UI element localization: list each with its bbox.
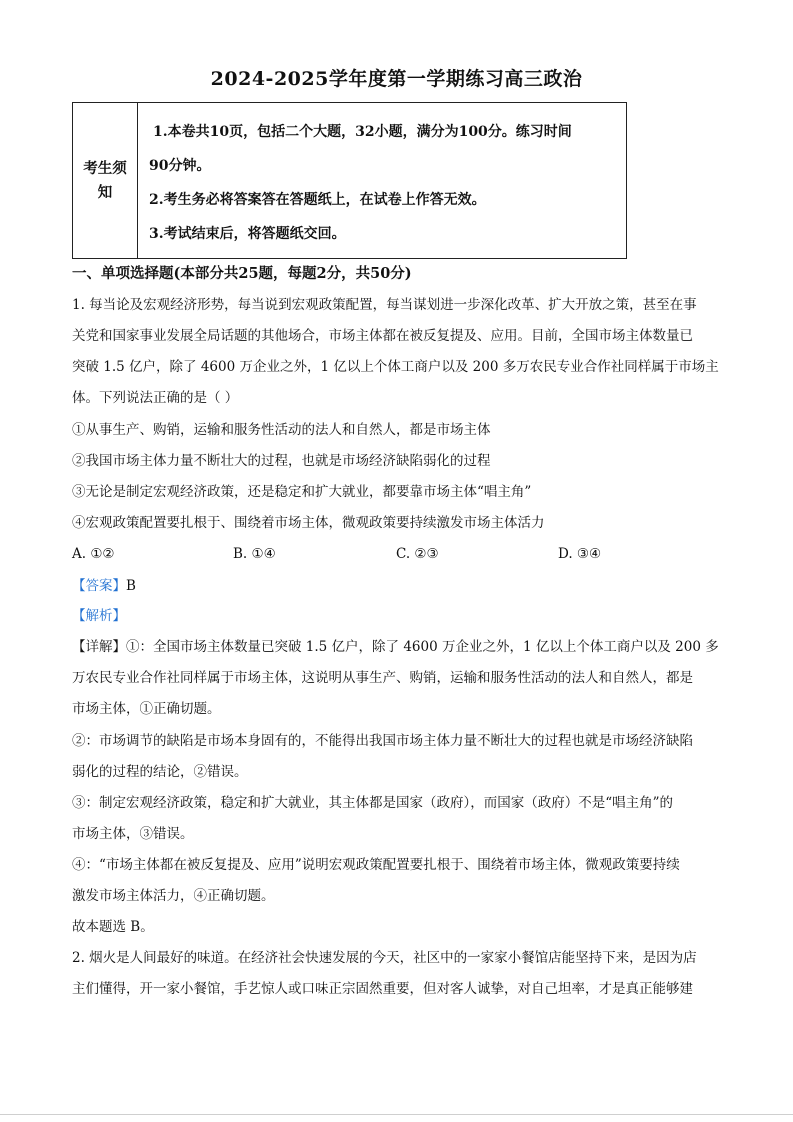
answer-tag: 【答案】 (72, 578, 126, 594)
question-stem-line: 体。下列说法正确的是（ ） (72, 390, 239, 406)
detail-line: 万农民专业合作社同样属于市场主体，这说明从事生产、购销，运输和服务性活动的法人和自然人，都是 (72, 670, 693, 686)
notice-item: 90分钟。 (149, 158, 211, 174)
page-title: 2024-2025学年度第一学期练习高三政治 (210, 68, 583, 90)
detail-line: 市场主体，③错误。 (72, 826, 194, 842)
option-b: B. ①④ (233, 546, 276, 562)
detail-line: 激发市场主体活力，④正确切题。 (72, 888, 275, 904)
detail-line: 市场主体，①正确切题。 (72, 701, 221, 717)
option-d: D. ③④ (558, 546, 602, 562)
detail-line: ④：“市场主体都在被反复提及、应用”说明宏观政策配置要扎根于、围绕着市场主体，微观政策要持续 (72, 857, 680, 873)
section-heading: 一、单项选择题(本部分共25题，每题2分，共50分) (72, 265, 412, 282)
option-a: A. ①② (72, 546, 115, 562)
detail-line: 弱化的过程的结论，②错误。 (72, 764, 248, 780)
notice-item: 2.考生务必将答案答在答题纸上，在试卷上作答无效。 (149, 192, 486, 208)
statement: ②我国市场主体力量不断壮大的过程，也就是市场经济缺陷弱化的过程 (72, 453, 491, 469)
detail-line: ③：制定宏观经济政策，稳定和扩大就业，其主体都是国家（政府），而国家（政府）不是“唱主角”的 (72, 795, 674, 811)
statement: ①从事生产、购销，运输和服务性活动的法人和自然人，都是市场主体 (72, 422, 491, 438)
answer-value: B (126, 578, 136, 594)
notice-body (149, 115, 625, 251)
analysis-tag: 【解析】 (72, 608, 126, 624)
question-stem-line: 关党和国家事业发展全局话题的其他场合，市场主体都在被反复提及、应用。目前，全国市场主体数量已 (72, 328, 693, 344)
answer-line (72, 576, 732, 596)
question-stem-line: 突破 1.5 亿户，除了 4600 万企业之外，1 亿以上个体工商户以及 200 多万农民专业合作社同样属于市场主 (72, 359, 719, 375)
exam-notice-box (72, 102, 627, 259)
question-stem-line: 1. 每当论及宏观经济形势，每当说到宏观政策配置，每当谋划进一步深化改革、扩大开放之策，甚至在事 (72, 297, 697, 313)
page-bottom-rule (0, 1114, 793, 1115)
option-c: C. ②③ (396, 546, 439, 562)
detail-line: ②：市场调节的缺陷是市场本身固有的，不能得出我国市场主体力量不断壮大的过程也就是市场经济缺陷 (72, 733, 693, 749)
question-stem-line: 2. 烟火是人间最好的味道。在经济社会快速发展的今天，社区中的一家家小餐馆店能坚持下来，是因为店 (72, 950, 697, 966)
detail-line: 故本题选 B。 (72, 919, 154, 935)
notice-item: 1.本卷共10页，包括二个大题，32小题，满分为100分。练习时间 (153, 124, 572, 140)
question-stem-line: 主们懂得，开一家小餐馆，手艺惊人或口味正宗固然重要，但对客人诚挚，对自己坦率，才是真正能够建 (72, 981, 693, 997)
statement: ③无论是制定宏观经济政策，还是稳定和扩大就业，都要靠市场主体“唱主角” (72, 484, 532, 500)
detail-line: 【详解】①：全国市场主体数量已突破 1.5 亿户，除了 4600 万企业之外，1 亿以上个体工商户以及 200 多 (72, 639, 719, 655)
notice-item: 3.考试结束后，将答题纸交回。 (149, 226, 346, 242)
notice-label: 考生须知 (73, 103, 138, 258)
statement: ④宏观政策配置要扎根于、围绕着市场主体，微观政策要持续激发市场主体活力 (72, 515, 545, 531)
